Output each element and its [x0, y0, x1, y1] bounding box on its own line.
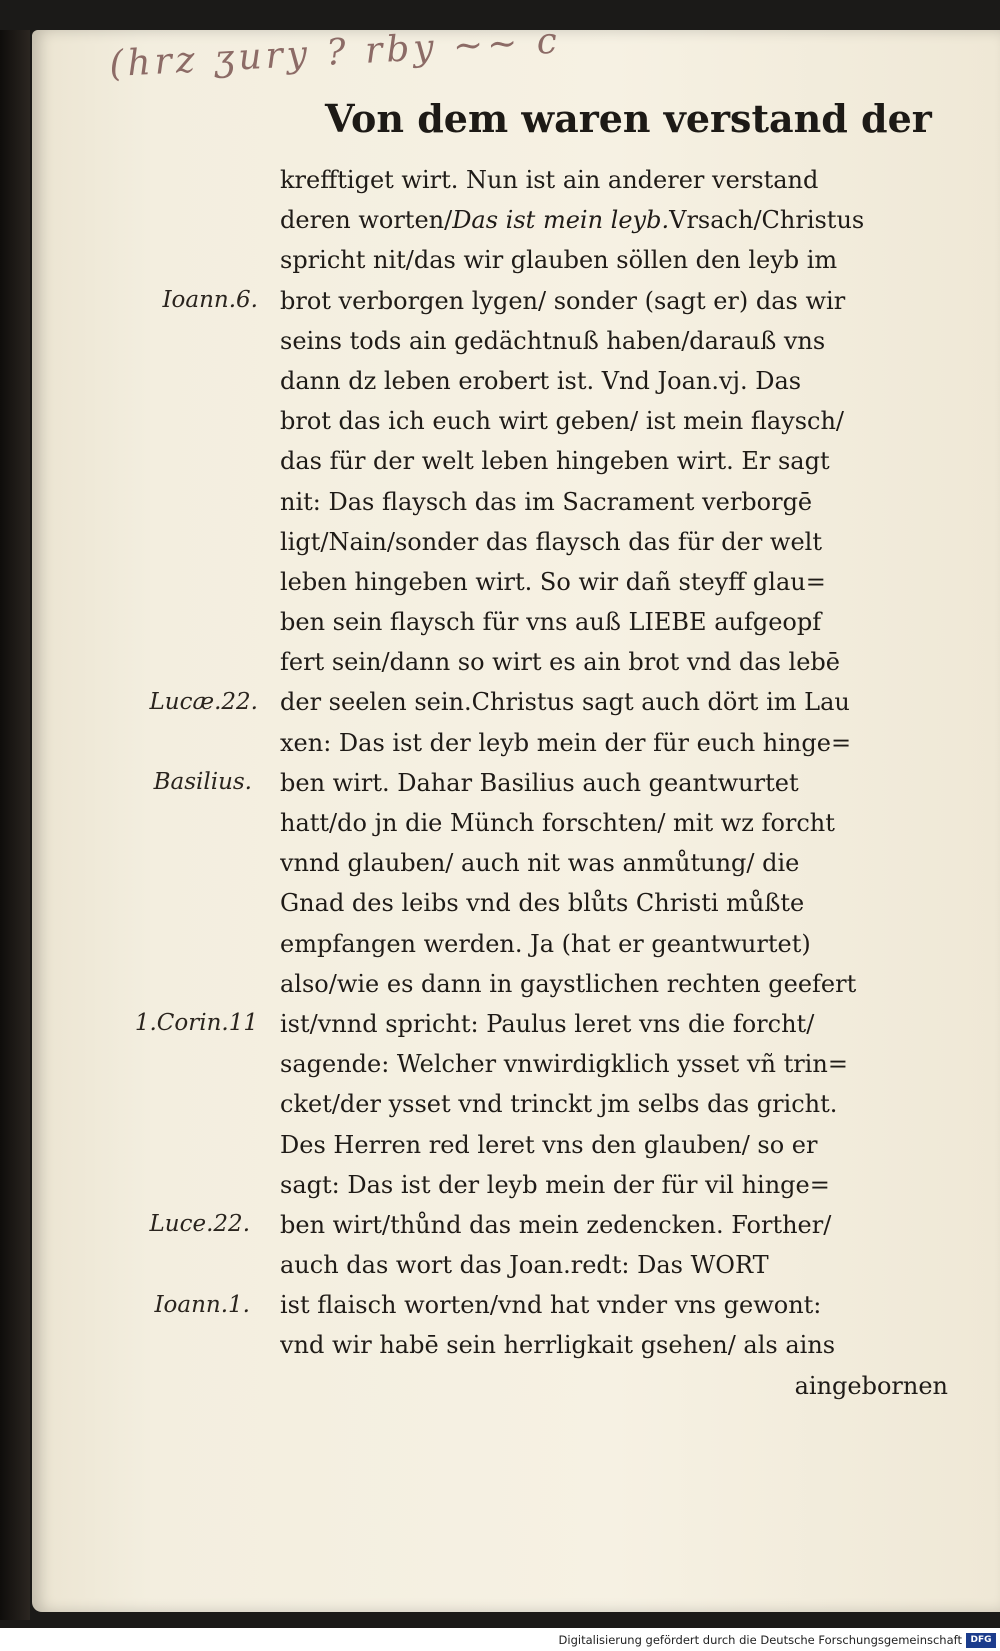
text-line-body: spricht nit/das wir glauben söllen den leyb im [280, 246, 838, 275]
text-line-body: vnd wir habē sein herrligkait gsehen/ als ains [280, 1331, 836, 1360]
text-line [280, 441, 960, 481]
text-line [280, 321, 960, 361]
text-line-italic: Das ist mein leyb. [452, 206, 670, 235]
text-line-body: der seelen sein.Christus sagt auch dört im Lau [280, 688, 850, 717]
text-line-body: fert sein/dann so wirt es ain brot vnd das lebē [280, 648, 840, 677]
text-line [280, 1325, 960, 1365]
text-line [280, 482, 960, 522]
text-line [280, 240, 960, 280]
text-line [280, 1205, 960, 1245]
text-line-body: ben wirt. Dahar Basilius auch geantwurtet [280, 768, 799, 797]
text-line-body: ben wirt/thůnd das mein zedencken. Forther/ [280, 1210, 832, 1239]
text-line [280, 562, 960, 602]
catchword: aingebornen [794, 1371, 948, 1400]
text-line-body: brot verborgen lygen/ sonder (sagt er) das wir [280, 286, 846, 315]
text-line [280, 803, 960, 843]
text-line [280, 1044, 960, 1084]
text-line [280, 1084, 960, 1124]
running-title: Von dem waren verstand der [325, 96, 932, 141]
text-line-body: cket/der ysset vnd trinckt jm selbs das gricht. [280, 1090, 838, 1119]
margin-note: 1.Corin.11 [134, 1010, 258, 1037]
margin-note: Ioann.1. [154, 1291, 250, 1318]
text-line [280, 1245, 960, 1285]
handwritten-annotation: (hrz ʒury ? rby ~~ c [108, 20, 562, 86]
funding-credit: Digitalisierung gefördert durch die Deutsche Forschungsgemeinschaft [558, 1633, 962, 1647]
text-line [280, 401, 960, 441]
text-line-body: sagt: Das ist der leyb mein der für vil hinge= [280, 1170, 830, 1199]
text-line [280, 924, 960, 964]
text-line [280, 361, 960, 401]
text-line-body: empfangen werden. Ja (hat er geantwurtet) [280, 929, 811, 958]
text-line-body: also/wie es dann in gaystlichen rechten geefert [280, 969, 857, 998]
text-line-body: brot das ich euch wirt geben/ ist mein flaysch/ [280, 407, 844, 436]
text-line-body: vnnd glauben/ auch nit was anmůtung/ die [280, 849, 800, 878]
text-line [280, 281, 960, 321]
margin-note: Luce.22. [149, 1211, 250, 1238]
text-line [280, 642, 960, 682]
text-line [280, 1165, 960, 1205]
text-line [280, 522, 960, 562]
text-line-tail: Vrsach/Christus [669, 206, 865, 235]
text-line-body: ist flaisch worten/vnd hat vnder vns gewont: [280, 1291, 822, 1320]
text-line-body: hatt/do jn die Münch forschten/ mit wz forcht [280, 809, 835, 837]
text-line-body: ligt/Nain/sonder das flaysch das für der welt [280, 527, 822, 556]
text-line [280, 1285, 960, 1325]
text-line [280, 883, 960, 923]
text-line [280, 843, 960, 883]
text-line-body: ben sein flaysch für vns auß LIEBE aufgeopf [280, 608, 822, 637]
text-line [280, 160, 960, 200]
book-spine-shadow [0, 30, 30, 1620]
text-line [280, 200, 960, 240]
text-line [280, 602, 960, 642]
text-line [280, 682, 960, 722]
text-line-body: Des Herren red leret vns den glauben/ so er [280, 1130, 818, 1159]
text-line-body: auch das wort das Joan.redt: Das WORT [280, 1251, 769, 1280]
text-line-body: Gnad des leibs vnd des blůts Christi můßte [280, 889, 805, 918]
dfg-logo-icon: DFG [966, 1633, 996, 1648]
text-line-body: leben hingeben wirt. So wir dañ steyff glau= [280, 567, 826, 596]
text-line-body: sagende: Welcher vnwirdigklich ysset vñ trin= [280, 1050, 848, 1079]
text-line-body: seins tods ain gedächtnuß haben/darauß vns [280, 326, 826, 355]
margin-note: Lucæ.22. [149, 688, 258, 715]
text-line [280, 1004, 960, 1044]
body-text-column [280, 160, 960, 1406]
text-line-body: xen: Das ist der leyb mein der für euch hinge= [280, 728, 852, 757]
text-line [280, 964, 960, 1004]
text-line [280, 763, 960, 803]
margin-note: Basilius. [153, 769, 252, 795]
text-line-body: ist/vnnd spricht: Paulus leret vns die forcht/ [280, 1009, 815, 1038]
text-line-body: krefftiget wirt. Nun ist ain anderer verstand [280, 166, 819, 194]
text-line-body: deren worten/ [280, 206, 453, 235]
footer-band [0, 1628, 1000, 1651]
text-line-body: dann dz leben erobert ist. Vnd Joan.vj. Das [280, 366, 802, 395]
text-line [280, 1125, 960, 1165]
text-line [280, 723, 960, 763]
text-line-body: nit: Das flaysch das im Sacrament verborgē [280, 487, 813, 516]
margin-note: Ioann.6. [162, 286, 258, 313]
text-line-body: das für der welt leben hingeben wirt. Er sagt [280, 447, 830, 476]
